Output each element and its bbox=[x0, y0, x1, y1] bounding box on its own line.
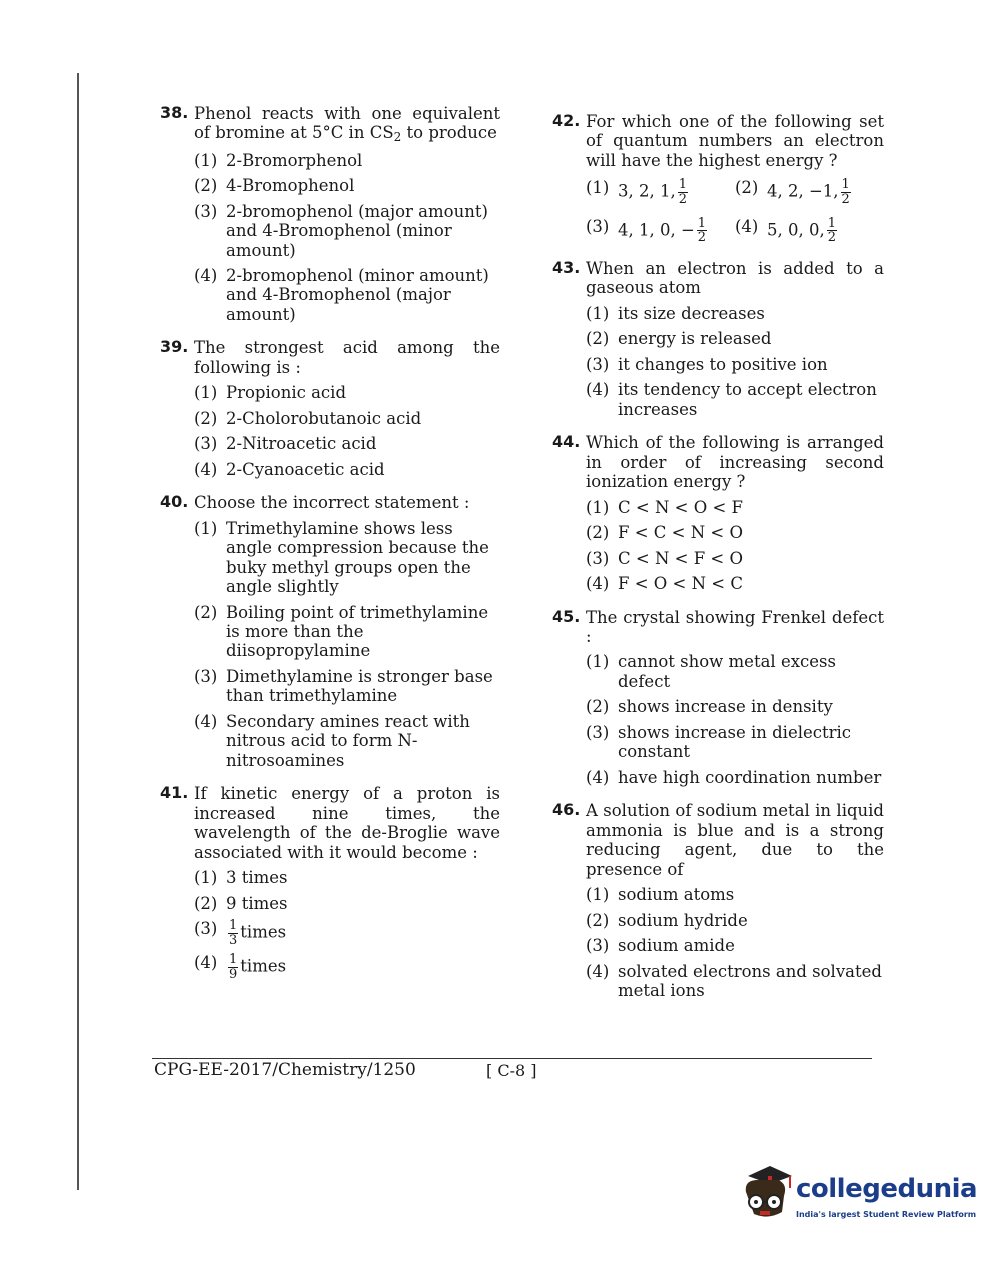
option: (2) energy is released bbox=[586, 329, 772, 349]
fraction: $\frac{1}{2}$ bbox=[827, 215, 836, 246]
margin-rule bbox=[77, 73, 79, 1190]
option: (1) 3 times bbox=[194, 868, 288, 888]
page-number: [ C-8 ] bbox=[486, 1061, 537, 1080]
question-text: The strongest acid among the following is : bbox=[194, 338, 500, 377]
option: (3) 2-Nitroacetic acid bbox=[194, 434, 377, 454]
option: (1) Propionic acid bbox=[194, 383, 347, 403]
logo-wordmark: collegedunia bbox=[796, 1174, 978, 1204]
option: (2) F < C < N < O bbox=[586, 523, 743, 543]
question-number: 38. bbox=[160, 103, 189, 122]
question-text: Choose the incorrect statement : bbox=[194, 493, 470, 513]
question-number: 43. bbox=[552, 257, 581, 277]
paper-code: CPG-EE-2017/Chemistry/1250 bbox=[154, 1060, 416, 1080]
option: (3) Dimethylamine is stronger base than trimethylamine bbox=[194, 666, 493, 706]
option: (4) 2-Cyanoacetic acid bbox=[194, 459, 385, 479]
question-41 bbox=[160, 784, 500, 981]
option: (2) 4-Bromophenol bbox=[194, 176, 355, 196]
question-text: For which one of the following set of quantum numbers an electron will have the highest energy ? bbox=[586, 112, 884, 170]
option: (1) its size decreases bbox=[586, 303, 765, 323]
option: (4) 5, 0, 0, $\frac{1}{2}$ bbox=[735, 215, 836, 246]
question-40 bbox=[160, 493, 500, 770]
question-number: 45. bbox=[552, 606, 581, 626]
mascot-icon bbox=[738, 1162, 794, 1222]
question-number: 44. bbox=[552, 432, 581, 452]
option: (4) solvated electrons and solvated metal ions bbox=[586, 961, 882, 1001]
option: (3) shows increase in dielectric constant bbox=[586, 722, 852, 762]
option: (1) 2-Bromorphenol bbox=[194, 150, 363, 170]
question-text: Which of the following is arranged in order of increasing second ionization energy ? bbox=[586, 433, 884, 492]
question-46 bbox=[552, 801, 884, 1000]
option: (2) Boiling point of trimethylamine is more than the diisopropylamine bbox=[194, 602, 489, 661]
option: (1) sodium atoms bbox=[586, 885, 735, 905]
option: (2) 2-Cholorobutanoic acid bbox=[194, 408, 422, 428]
fraction: $\frac{1}{9}$ bbox=[229, 952, 238, 983]
question-number: 42. bbox=[552, 111, 581, 130]
fraction: $\frac{1}{2}$ bbox=[697, 215, 707, 246]
option: (3) it changes to positive ion bbox=[586, 354, 828, 374]
question-text: The crystal showing Frenkel defect : bbox=[586, 607, 884, 646]
question-number: 39. bbox=[160, 337, 189, 357]
option: (3) C < N < F < O bbox=[586, 548, 743, 568]
option: (3) 4, 1, 0, − $\frac{1}{2}$ bbox=[586, 215, 707, 246]
option: (1) Trimethylamine shows less angle compression because the buky methyl groups open the angle slightly bbox=[194, 518, 489, 597]
option: (1) cannot show metal excess defect bbox=[586, 652, 836, 691]
left-column bbox=[160, 104, 500, 996]
option: (2) sodium hydride bbox=[586, 910, 748, 930]
fraction: $\frac{1}{3}$ bbox=[229, 918, 238, 948]
footer-rule bbox=[152, 1058, 872, 1059]
question-text: If kinetic energy of a proton is increased nine times, the wavelength of the de-Broglie wave associated with it would become : bbox=[194, 784, 500, 862]
option: (4) $\frac{1}{9}$ times bbox=[194, 952, 287, 983]
question-number: 41. bbox=[160, 783, 189, 803]
question-44 bbox=[552, 433, 884, 593]
option: (4) Secondary amines react with nitrous acid to form N-nitrosoamines bbox=[194, 711, 470, 770]
question-number: 46. bbox=[552, 800, 581, 820]
option: (4) 2-bromophenol (minor amount) and 4-Bromophenol (major amount) bbox=[194, 265, 489, 324]
question-text: When an electron is added to a gaseous atom bbox=[586, 258, 884, 298]
logo-tagline: India's largest Student Review Platform bbox=[796, 1210, 977, 1219]
option: (3) 2-bromophenol (major amount) and 4-Bromophenol (minor amount) bbox=[194, 201, 488, 260]
collegedunia-logo bbox=[738, 1162, 978, 1222]
fraction: $\frac{1}{2}$ bbox=[678, 177, 687, 208]
question-38 bbox=[160, 104, 500, 324]
question-text: A solution of sodium metal in liquid ammonia is blue and is a strong reducing agent, due to the presence of bbox=[586, 801, 884, 879]
option: (1) 3, 2, 1, $\frac{1}{2}$ bbox=[586, 177, 687, 208]
option: (1) C < N < O < F bbox=[586, 497, 743, 517]
fraction: $\frac{1}{2}$ bbox=[841, 177, 850, 208]
option: (3) $\frac{1}{3}$ times bbox=[194, 918, 287, 948]
option: (2) shows increase in density bbox=[586, 697, 833, 717]
option: (4) its tendency to accept electron increases bbox=[586, 380, 877, 419]
option: (4) F < O < N < C bbox=[586, 574, 743, 594]
question-42 bbox=[552, 112, 884, 245]
question-43 bbox=[552, 259, 884, 419]
right-column bbox=[552, 112, 884, 1015]
option: (2) 9 times bbox=[194, 893, 288, 913]
question-number: 40. bbox=[160, 492, 189, 512]
question-45 bbox=[552, 608, 884, 788]
question-text: Phenol reacts with one equivalent of bromine at 5°C in $CS_2$ to produce bbox=[194, 104, 500, 145]
option: (4) have high coordination number bbox=[586, 767, 882, 787]
question-39 bbox=[160, 338, 500, 479]
option: (2) 4, 2, −1, $\frac{1}{2}$ bbox=[735, 177, 850, 208]
option: (3) sodium amide bbox=[586, 936, 735, 956]
